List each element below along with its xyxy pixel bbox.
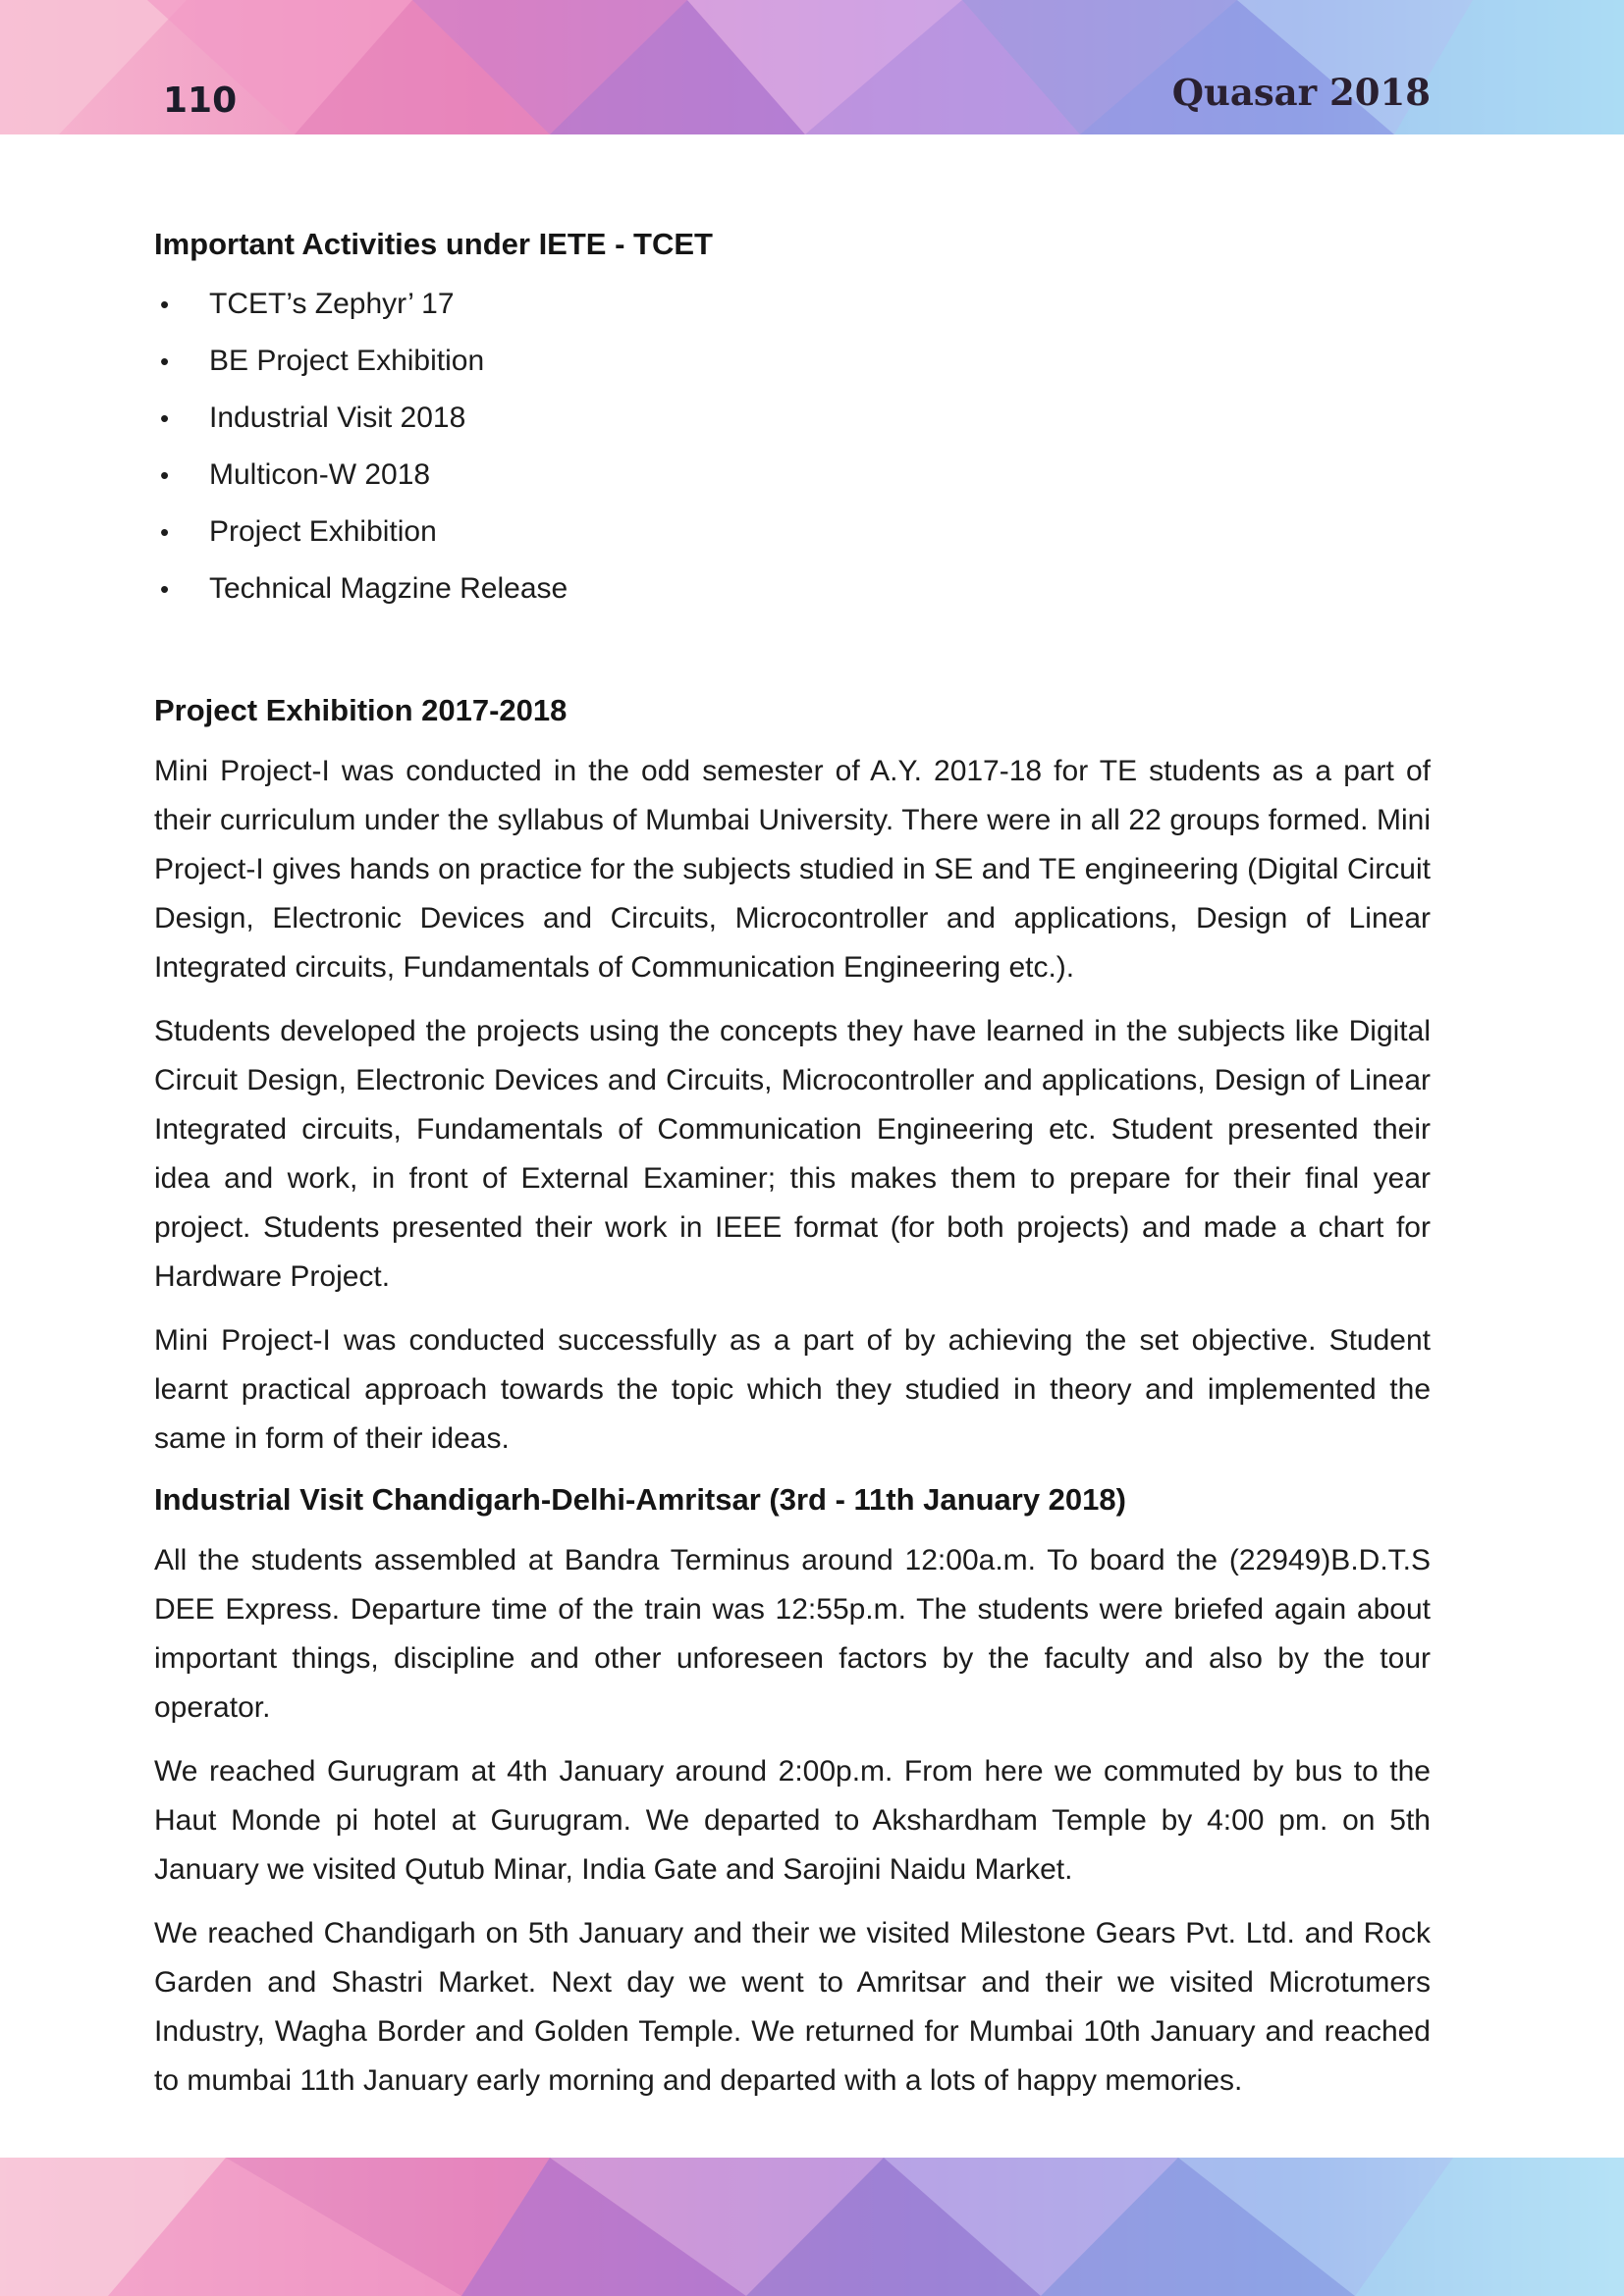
footer-banner xyxy=(0,2158,1624,2296)
project-exhibition-paragraph: Mini Project-I was conducted in the odd semester of A.Y. 2017-18 for TE students as a part of their curriculum under the syllabus of Mumbai University. There were in all 22 groups formed. Mini Project-I gives hands on practice for the subjects studied in SE and TE engineering (Digital Circuit Design, Electronic Devices and Circuits, Microcontroller and applications, Design of Linear Integrated circuits, Fundamentals of Communication Engineering etc.). xyxy=(154,755,1431,984)
industrial-visit-heading: Industrial Visit Chandigarh-Delhi-Amritsar (3rd - 11th January 2018) xyxy=(154,1482,1126,1517)
page-number: 110 xyxy=(163,80,238,121)
project-exhibition-paragraph: Mini Project-I was conducted successfully as a part of by achieving the set objective. Student learnt practical approach towards the topic which they studied in theory and implemented the same in form of their ideas. xyxy=(154,1324,1431,1455)
activities-list xyxy=(154,276,1431,617)
list-item: • Industrial Visit 2018 xyxy=(154,390,1431,447)
list-item: • BE Project Exhibition xyxy=(154,333,1431,390)
list-item: • Project Exhibition xyxy=(154,504,1431,561)
publication-title: Quasar 2018 xyxy=(1171,71,1431,114)
project-exhibition-paragraph: Students developed the projects using the concepts they have learned in the subjects like Digital Circuit Design, Electronic Devices and Circuits, Microcontroller and applications, Design of Linear Integrated circuits, Fundamentals of Communication Engineering etc. Student presented their idea and work, in front of External Examiner; this makes them to prepare for their final year project. Students presented their work in IEEE format (for both projects) and made a chart for Hardware Project. xyxy=(154,1015,1431,1293)
industrial-visit-paragraph: We reached Chandigarh on 5th January and their we visited Milestone Gears Pvt. Ltd. and Rock Garden and Shastri Market. Next day we went to Amritsar and their we visited Microtumers Industry, Wagha Border and Golden Temple. We returned for Mumbai 10th January and reached to mumbai 11th January early morning and departed with a lots of happy memories. xyxy=(154,1917,1431,2097)
activities-heading: Important Activities under IETE - TCET xyxy=(154,227,713,261)
list-item: • TCET’s Zephyr’ 17 xyxy=(154,276,1431,333)
footer-banner-graphic xyxy=(0,2158,1624,2296)
list-item: • Multicon-W 2018 xyxy=(154,447,1431,504)
header-banner-graphic xyxy=(0,0,1624,134)
industrial-visit-paragraph: All the students assembled at Bandra Terminus around 12:00a.m. To board the (22949)B.D.T.S DEE Express. Departure time of the train was 12:55p.m. The students were briefed again about important things, discipline and other unforeseen factors by the faculty and also by the tour operator. xyxy=(154,1544,1431,1724)
industrial-visit-paragraph: We reached Gurugram at 4th January around 2:00p.m. From here we commuted by bus to the Haut Monde pi hotel at Gurugram. We departed to Akshardham Temple by 4:00 pm. on 5th January we visited Qutub Minar, India Gate and Sarojini Naidu Market. xyxy=(154,1755,1431,1886)
project-exhibition-heading: Project Exhibition 2017-2018 xyxy=(154,693,568,727)
list-item: • Technical Magzine Release xyxy=(154,561,1431,617)
header-banner xyxy=(0,0,1624,134)
page-content xyxy=(154,222,1431,2106)
